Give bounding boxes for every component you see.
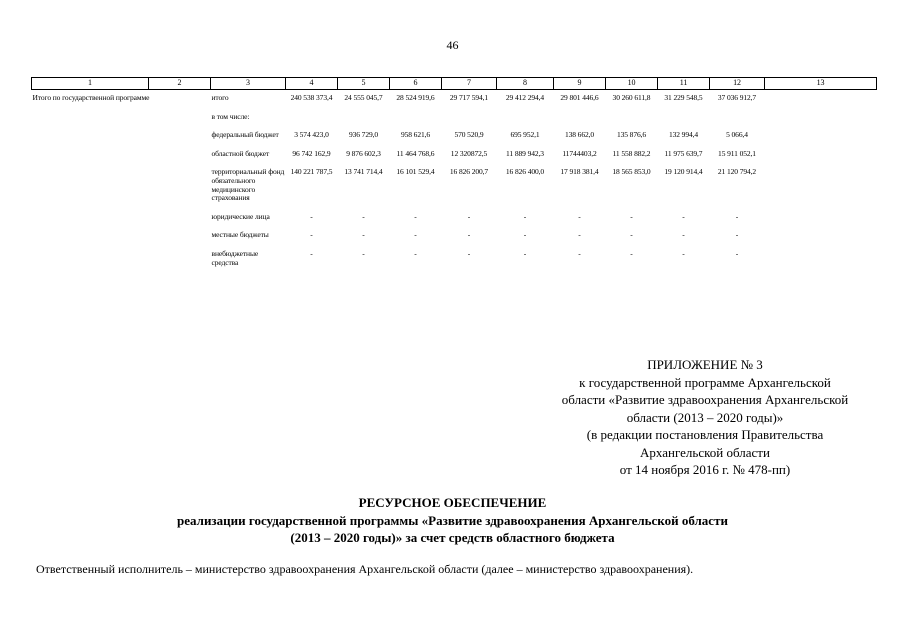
table-cell: - xyxy=(467,211,471,221)
table-row xyxy=(32,240,877,267)
table-header-row xyxy=(32,78,877,90)
table-cell: 11 464 768,6 xyxy=(396,148,435,158)
table-cell: 3 574 423,0 xyxy=(294,130,329,140)
table-cell: - xyxy=(467,230,471,240)
column-header: 11 xyxy=(658,78,710,90)
column-header: 4 xyxy=(286,78,338,90)
table-row xyxy=(32,90,877,103)
table-row xyxy=(32,203,877,222)
table-cell: - xyxy=(630,230,633,240)
table-cell: 12 320872,5 xyxy=(450,148,488,158)
table-cell: - xyxy=(630,248,633,258)
funding-source: итого xyxy=(211,93,229,102)
table-cell: - xyxy=(578,230,581,240)
table-cell: 11 975 639,7 xyxy=(664,148,703,158)
appendix-block xyxy=(520,356,890,479)
table-cell: - xyxy=(682,248,685,258)
table-cell: - xyxy=(362,248,365,258)
funding-source: юридические лица xyxy=(211,211,270,221)
funding-source: территориальный фонд обязательного медицинского страхования xyxy=(211,167,285,203)
column-header: 2 xyxy=(149,78,211,90)
table-cell: 16 826 400,0 xyxy=(505,167,545,177)
table-cell: - xyxy=(467,248,471,258)
table-cell: 240 538 373,4 xyxy=(290,93,333,102)
table-cell: 16 101 529,4 xyxy=(396,167,435,177)
table-cell: 13 741 714,4 xyxy=(344,167,383,177)
appendix-line: области «Развитие здравоохранения Архангельской xyxy=(561,392,849,407)
heading-line: реализации государственной программы «Развитие здравоохранения Архангельской области xyxy=(177,512,728,528)
table-cell: - xyxy=(414,211,417,221)
table-cell: 29 412 294,4 xyxy=(505,93,545,102)
document-heading xyxy=(0,494,905,547)
table-cell: 936 729,0 xyxy=(348,130,379,140)
funding-source: внебюджетные средства xyxy=(211,248,259,267)
table-cell: 5 066,4 xyxy=(726,130,748,140)
responsible-executor: Ответственный исполнитель – министерство здравоохранения Архангельской области (далее – министерство здравоохранения). xyxy=(36,562,694,576)
table-row xyxy=(32,140,877,159)
table-cell: 958 621,6 xyxy=(400,130,431,140)
table-cell: - xyxy=(735,230,739,240)
column-header: 13 xyxy=(765,78,877,90)
column-header: 1 xyxy=(32,78,149,90)
table-cell: - xyxy=(578,211,581,221)
program-label: Итого по государственной программе xyxy=(32,93,150,102)
table-cell: 140 221 787,5 xyxy=(290,167,333,177)
appendix-line: области (2013 – 2020 годы)» xyxy=(626,409,784,425)
table-row xyxy=(32,103,877,122)
table-cell: 37 036 912,7 xyxy=(717,93,757,102)
heading-line: (2013 – 2020 годы)» за счет средств областного бюджета xyxy=(290,530,615,545)
table-row xyxy=(32,221,877,240)
table-cell: 30 260 611,8 xyxy=(612,93,651,102)
table-cell: - xyxy=(414,248,417,258)
table-cell: 21 120 794,2 xyxy=(717,167,757,177)
table-cell: 15 911 052,1 xyxy=(718,148,756,158)
appendix-title: ПРИЛОЖЕНИЕ № 3 xyxy=(647,357,763,372)
table-cell: 695 952,1 xyxy=(510,130,540,140)
table-cell: - xyxy=(682,211,685,221)
column-header: 3 xyxy=(211,78,286,90)
table-cell: - xyxy=(362,211,365,221)
table-cell: - xyxy=(310,248,313,258)
column-header: 12 xyxy=(710,78,765,90)
table-cell: 29 801 446,6 xyxy=(560,93,599,102)
table-cell: - xyxy=(630,211,633,221)
table-cell: - xyxy=(682,230,685,240)
column-header: 6 xyxy=(390,78,442,90)
table-cell: 16 826 200,7 xyxy=(449,167,489,177)
table-cell: - xyxy=(310,230,313,240)
column-header: 7 xyxy=(442,78,497,90)
funding-source: федеральный бюджет xyxy=(211,130,279,140)
table-row xyxy=(32,158,877,202)
table-cell: 28 524 919,6 xyxy=(396,93,435,102)
table-cell: 11 558 882,2 xyxy=(612,148,651,158)
budget-table xyxy=(31,77,877,267)
table-cell: 132 994,4 xyxy=(668,130,699,140)
appendix-line: к государственной программе Архангельской xyxy=(579,374,831,390)
table-cell: - xyxy=(362,230,365,240)
table-cell: 17 918 381,4 xyxy=(560,167,599,177)
appendix-line: от 14 ноября 2016 г. № 478-пп) xyxy=(619,462,791,477)
column-header: 8 xyxy=(497,78,554,90)
table-cell: 19 120 914,4 xyxy=(664,167,703,177)
appendix-line: Архангельской области xyxy=(640,444,770,460)
table-cell: - xyxy=(735,248,739,258)
table-cell: 570 520,9 xyxy=(454,130,484,140)
funding-source: областной бюджет xyxy=(211,148,270,158)
table-cell: - xyxy=(578,248,581,258)
column-header: 10 xyxy=(606,78,658,90)
table-cell: 138 662,0 xyxy=(564,130,595,140)
table-cell: - xyxy=(414,230,417,240)
column-header: 5 xyxy=(338,78,390,90)
table-cell: 11744403,2 xyxy=(562,148,597,158)
table-cell: - xyxy=(523,211,527,221)
page-number: 46 xyxy=(446,38,459,52)
heading-title: РЕСУРСНОЕ ОБЕСПЕЧЕНИЕ xyxy=(358,495,547,510)
table-cell: 31 229 548,5 xyxy=(664,93,703,102)
table-cell: 11 889 942,3 xyxy=(506,148,544,158)
table-cell: - xyxy=(735,211,739,221)
table-cell: 135 876,6 xyxy=(616,130,647,140)
table-cell: 29 717 594,1 xyxy=(449,93,489,102)
table-cell: 24 555 045,7 xyxy=(344,93,383,102)
table-cell: 18 565 853,0 xyxy=(612,167,651,177)
table-row xyxy=(32,121,877,140)
funding-source: в том числе: xyxy=(211,111,250,121)
table-cell: 9 876 602,3 xyxy=(346,148,381,158)
column-header: 9 xyxy=(554,78,606,90)
table-cell: - xyxy=(523,248,527,258)
funding-source: местные бюджеты xyxy=(211,230,269,240)
table-cell: - xyxy=(310,211,313,221)
appendix-line: (в редакции постановления Правительства xyxy=(586,427,824,442)
table-cell: 96 742 162,9 xyxy=(292,148,331,158)
table-cell: - xyxy=(523,230,527,240)
